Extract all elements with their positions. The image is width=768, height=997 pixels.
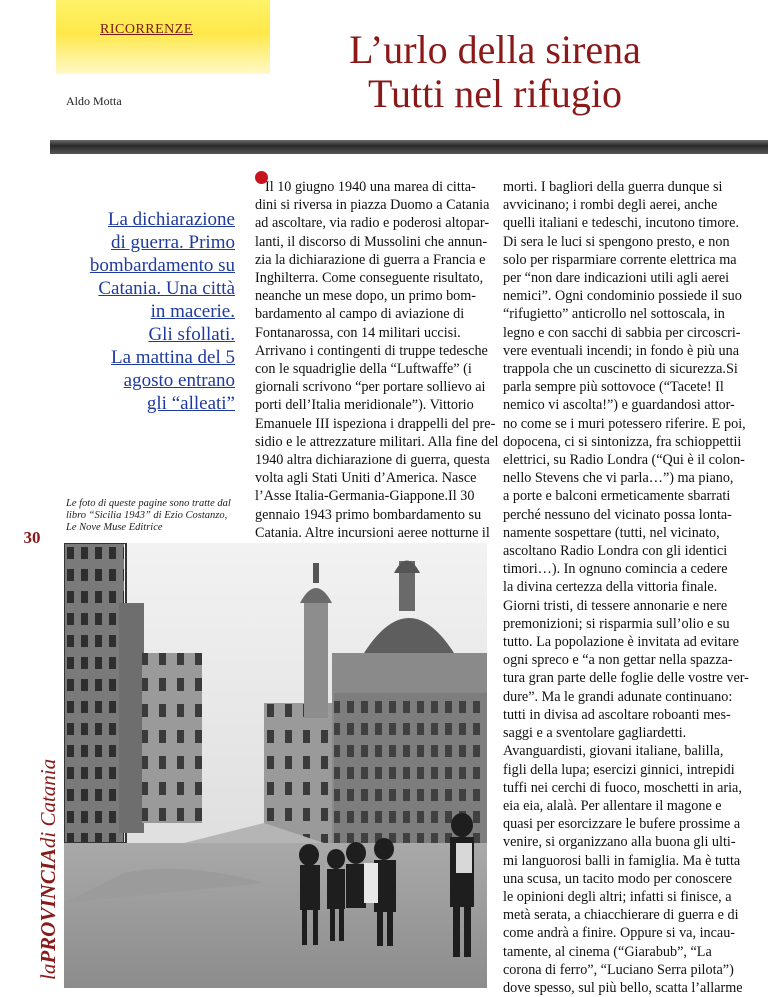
text-line: mi languorosi balli in famiglia. Ma è tutta [503, 852, 741, 869]
text-line: Fontanarossa, con 14 militari uccisi. [255, 324, 461, 341]
text-line: ogni spreco e “a non gettar nella spazza- [503, 652, 733, 669]
pullquote [80, 208, 235, 415]
text-line: le opinioni degli altri; infatti si finisce, a [503, 888, 732, 905]
text-line: giornali scrivono “per portare sollievo ai [255, 379, 486, 396]
historical-photo [64, 543, 487, 988]
text-line: eia eia, alalà. Per allentare il magone e [503, 797, 722, 814]
text-line: tura gran parte delle foglie delle vostre ver- [503, 670, 749, 687]
text-line: con le squadriglie della “Luftwaffe” (i [255, 361, 472, 378]
text-line: timori…). In ognuno comincia a cedere [503, 561, 728, 578]
text-line: dove spesso, sul più bello, scatta l’allarme [503, 979, 743, 996]
text-line: Arrivano i contingenti di truppe tedesche [255, 342, 488, 359]
text-line: “rifugietto” anticrollo nel sottoscala, in [503, 306, 725, 323]
pub-di: di Catania [36, 758, 60, 849]
text-line: lanti, il discorso di Mussolini che annun- [255, 233, 488, 250]
title-line: L’urlo della sirena [349, 27, 641, 72]
caption-line: Le Nove Muse Editrice [66, 522, 163, 533]
text-line: no come se i muri potessero riferire. E poi, [503, 415, 746, 432]
text-line: tutto. La popolazione è invitata ad evitare [503, 634, 739, 651]
text-line: venire, si organizzano alla buona gli ulti- [503, 834, 736, 851]
text-line: ascoltano Radio Londra con gli identici [503, 543, 728, 560]
text-line: vere eventuali incendi; in fondo è più una [503, 342, 739, 359]
page-number: 30 [23, 528, 41, 547]
pullquote-line[interactable]: Catania. Una città [98, 278, 235, 299]
text-line: parla sempre più sottovoce (“Tacete! Il [503, 379, 724, 396]
text-line: dini si riversa in piazza Duomo a Catania [255, 197, 490, 214]
text-line: nemici”. Ogni condominio possiede il suo [503, 288, 742, 305]
text-line: corona di ferro”, “Luciano Serra pilota”) [503, 961, 734, 978]
text-line: a porte e balconi ermeticamente sbarrati [503, 488, 731, 505]
pub-provincia: PROVINCIA [36, 848, 60, 964]
text-line: elettrici, su Radio Londra (“Qui è il colon- [503, 452, 745, 469]
text-line: tutti in divisa ad ascoltare roboanti mes- [503, 706, 731, 723]
text-line: 1940 altra dichiarazione di guerra, questa [255, 452, 490, 469]
text-line: volta agli Stati Uniti d’America. Nasce [255, 470, 477, 487]
text-line: dopocena, ci si sintonizza, fra schioppettii [503, 433, 742, 450]
article-column-1 [255, 178, 499, 560]
text-line: Avanguardisti, giovani italiane, balilla, [503, 743, 724, 760]
photo-drawing [64, 543, 487, 988]
header-rule [50, 140, 768, 154]
text-line: gennaio 1943 primo bombardamento su [255, 506, 482, 523]
author-name: Aldo Motta [66, 94, 122, 108]
text-line: porti dell’Italia meridionale”). Vittorio [255, 397, 474, 414]
text-line: dure”. Ma le grandi adunate continuano: [503, 688, 733, 705]
publication-name [36, 680, 61, 980]
text-line: zia la dichiarazione di guerra a Francia e [255, 251, 486, 268]
text-line: tamente, al cinema (“Giarabub”, “La [503, 943, 712, 960]
text-line: Emanuele III ispeziona i drappelli del pre- [255, 415, 496, 432]
text-line: trappola che un cuscinetto di sicurezza.Si [503, 361, 738, 378]
text-line: Il 10 giugno 1940 una marea di citta- [265, 179, 476, 195]
caption-line: Le foto di queste pagine sono tratte dal [66, 498, 231, 509]
article-title [300, 28, 690, 116]
text-line: una scusa, un tacito modo per conoscere [503, 870, 732, 887]
pullquote-line[interactable]: Gli sfollati. [148, 324, 235, 345]
text-line: come andrà a finire. Oppure si va, incau- [503, 925, 736, 942]
photo-caption [66, 498, 244, 534]
text-line: ad ascoltare, via radio e poderosi altopar- [255, 215, 490, 232]
text-line: quelli italiani e tedeschi, incutono timore. [503, 215, 739, 232]
text-line: Catania. Altre incursioni aeree notturne il [255, 524, 490, 541]
article-column-2 [503, 178, 749, 997]
text-line: tuffi nei cerchi di fuoco, moschetti in aria, [503, 779, 742, 796]
text-line: Giorni tristi, di tessere annonarie e nere [503, 597, 728, 614]
text-line: per “non dare indicazioni utili agli aerei [503, 270, 730, 287]
pullquote-line[interactable]: di guerra. Primo [110, 232, 235, 253]
text-line: Di sera le luci si spengono presto, e non [503, 233, 730, 250]
text-line: nemico vi ascolta!”) e guardandosi attor- [503, 397, 735, 414]
text-line: perché nessuno del vicinato possa lonta- [503, 506, 732, 523]
pullquote-line[interactable]: agosto entrano [123, 370, 235, 391]
caption-line: libro “Sicilia 1943” di Ezio Costanzo, [66, 510, 228, 521]
text-line: l’Asse Italia-Germania-Giappone.Il 30 [255, 488, 475, 505]
text-line: quasi per esorcizzare le bufere prossime a [503, 816, 741, 833]
text-line: premonizioni; si risparmia sull’olio e su [503, 615, 730, 632]
text-line: avvicinano; i rombi degli aerei, anche [503, 197, 718, 214]
pullquote-line[interactable]: in macerie. [150, 301, 235, 322]
pullquote-line[interactable]: gli “alleati” [146, 393, 235, 414]
pullquote-line[interactable]: bombardamento su [89, 255, 235, 276]
pub-la: la [36, 963, 60, 980]
text-line: bardamento al campo di aviazione di [255, 306, 465, 323]
pullquote-line[interactable]: La mattina del 5 [111, 347, 235, 368]
title-line: Tutti nel rifugio [367, 71, 623, 116]
text-line: solo per risparmiare corrente elettrica ma [503, 251, 737, 268]
text-line: legno e con sacchi di sabbia per circoscri- [503, 324, 741, 341]
section-label: RICORRENZE [100, 22, 193, 37]
text-line: Inghilterra. Come conseguente risultato, [255, 270, 484, 287]
text-line: neanche un mese dopo, un primo bom- [255, 288, 477, 305]
text-line: saggi e a sventolare gagliardetti. [503, 725, 687, 742]
text-line: sidio e le attrezzature militari. Alla fine del [255, 433, 499, 450]
text-line: namente sospettare (tutti, nel vicinato, [503, 524, 720, 541]
text-line: figli della lupa; esercizi ginnici, intrepidi [503, 761, 735, 778]
text-line: metà serata, a chiacchierare di guerra e di [503, 907, 739, 924]
text-line: nello Stevens che vi parla…”) ma piano, [503, 470, 734, 487]
text-line: morti. I bagliori della guerra dunque si [503, 179, 723, 195]
text-line: la divina certezza della vittoria finale. [503, 579, 718, 596]
pullquote-line[interactable]: La dichiarazione [107, 209, 235, 230]
